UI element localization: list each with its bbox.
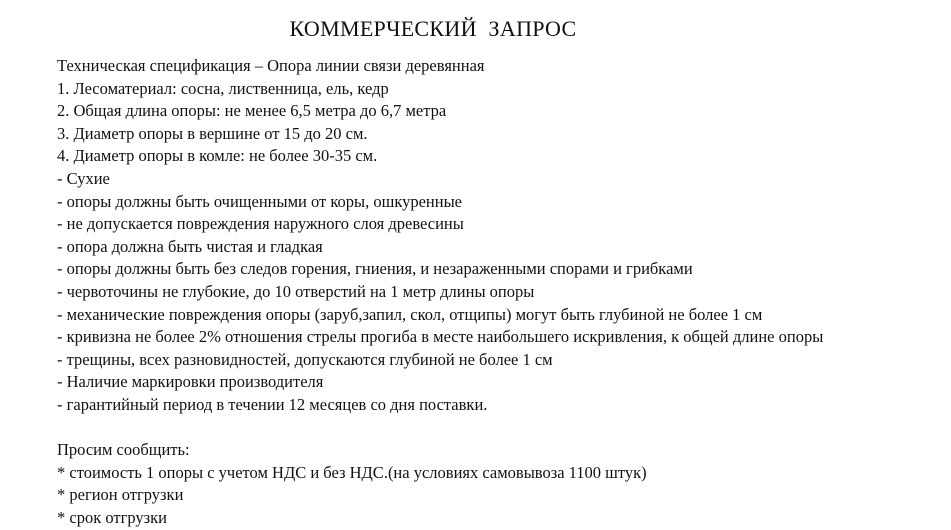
- requirement-item: - Наличие маркировки производителя: [57, 372, 324, 392]
- requirement-item: - опора должна быть чистая и гладкая: [57, 236, 323, 256]
- request-item-region: * регион отгрузки: [57, 485, 184, 505]
- requirement-item: - червоточины не глубокие, до 10 отверстий на 1 метр длины опоры: [57, 281, 535, 301]
- spec-item-butt-diameter: 4. Диаметр опоры в комле: не более 30-35 см.: [57, 146, 378, 166]
- requirement-item: - не допускается повреждения наружного слоя древесины: [57, 214, 464, 234]
- requirement-item: - опоры должны быть очищенными от коры, ошкуренные: [57, 191, 462, 211]
- request-item-deadline: * срок отгрузки: [57, 507, 167, 527]
- requirement-item: - механические повреждения опоры (заруб,запил, скол, отщипы) могут быть глубиной не более 1 см: [57, 304, 763, 324]
- request-heading: Просим сообщить:: [57, 440, 190, 460]
- requirement-item: - Сухие: [57, 168, 110, 188]
- spec-item-top-diameter: 3. Диаметр опоры в вершине от 15 до 20 см.: [57, 123, 368, 143]
- document-body: [57, 55, 823, 529]
- requirement-item: - кривизна не более 2% отношения стрелы прогиба в месте наибольшего искривления, к общей длине опоры: [57, 327, 824, 347]
- requirement-item: - гарантийный период в течении 12 месяцев со дня поставки.: [57, 394, 488, 414]
- paragraph-gap: [57, 417, 823, 440]
- requirement-item: - опоры должны быть без следов горения, гниения, и незараженными спорами и грибками: [57, 259, 693, 279]
- request-item-price: * стоимость 1 опоры с учетом НДС и без НДС.(на условиях самовывоза 1100 штук): [57, 462, 647, 482]
- document-title: КОММЕРЧЕСКИЙ ЗАПРОС: [289, 16, 577, 41]
- spec-item-length: 2. Общая длина опоры: не менее 6,5 метра до 6,7 метра: [57, 101, 447, 121]
- spec-heading: Техническая спецификация – Опора линии связи деревянная: [57, 56, 485, 75]
- spec-item-material: 1. Лесоматериал: сосна, лиственница, ель, кедр: [57, 78, 389, 98]
- requirement-item: - трещины, всех разновидностей, допускаются глубиной не более 1 см: [57, 349, 553, 369]
